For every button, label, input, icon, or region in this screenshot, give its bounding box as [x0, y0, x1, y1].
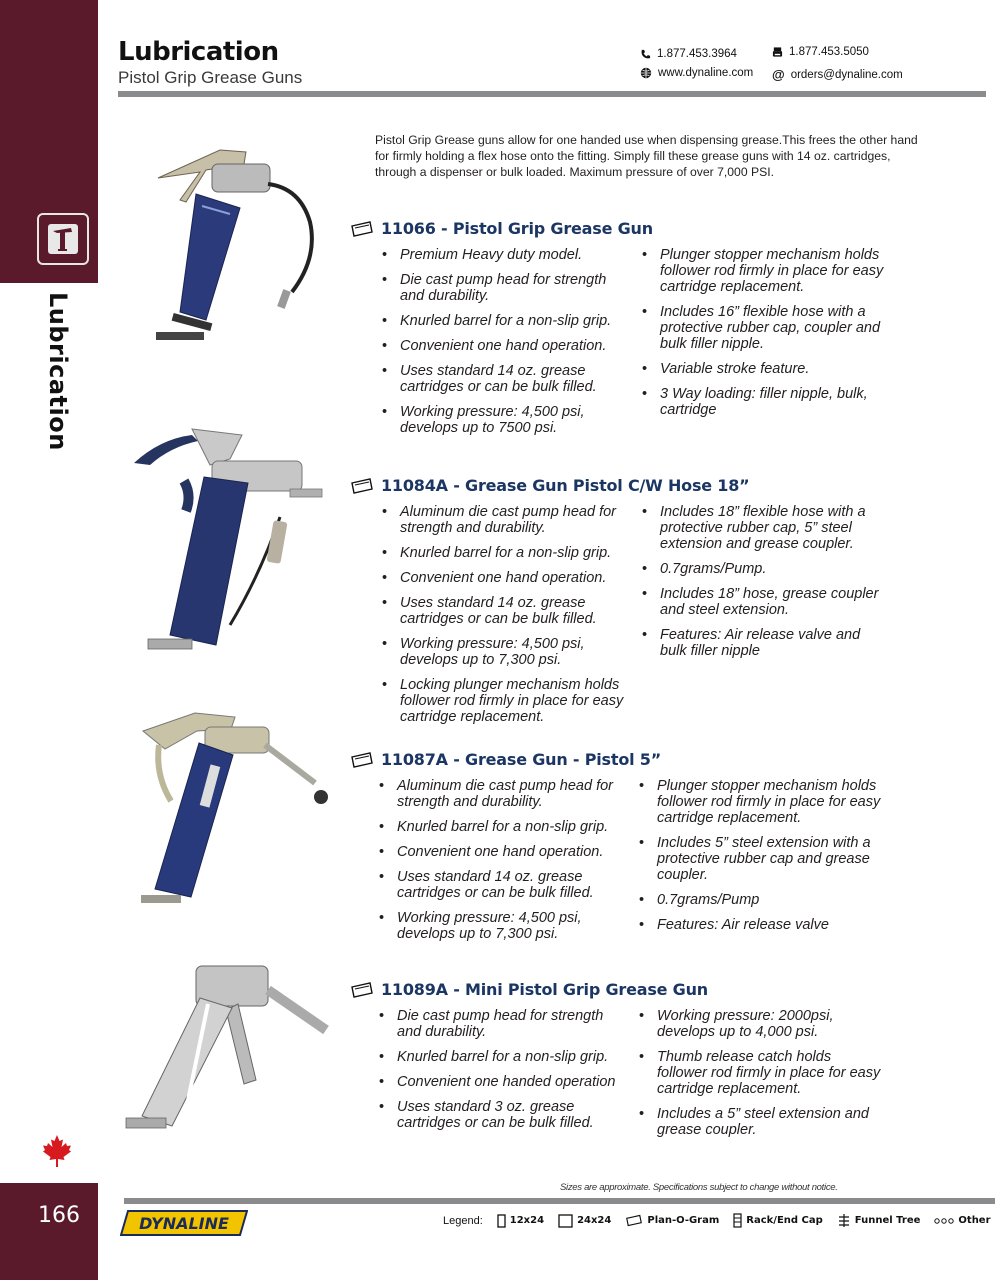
feature-item: • Working pressure: 4,500 psi, develops up to 7,300 psi.: [378, 636, 628, 668]
dynaline-logo: [120, 1210, 248, 1236]
email-contact: [772, 67, 903, 82]
other-dots-icon: [934, 1217, 954, 1225]
globe-icon: [640, 67, 652, 79]
feature-item: • Uses standard 14 oz. grease cartridges or can be bulk filled.: [378, 595, 628, 627]
footer-divider: [124, 1198, 995, 1204]
page-title: Lubrication: [118, 37, 279, 67]
product-title-text: 11066 - Pistol Grip Grease Gun: [381, 219, 653, 238]
product-features-right: [638, 247, 888, 427]
legend-item-24x24: 24x24: [577, 1215, 612, 1226]
product-title-11084A: [350, 476, 749, 495]
feature-item: • 0.7grams/Pump.: [638, 561, 890, 577]
legend-item-rack-end-cap: Rack/End Cap: [746, 1215, 823, 1226]
feature-item: • Includes 18” hose, grease coupler and steel extension.: [638, 586, 890, 618]
legend-item-plan-o-gram: Plan-O-Gram: [647, 1215, 720, 1226]
section-label-vertical: Lubrication: [44, 292, 72, 451]
legend-label: Legend:: [443, 1214, 483, 1227]
legend-item-12x24: 12x24: [509, 1215, 545, 1226]
product-image-11089A: [120, 960, 332, 1140]
product-image-11066: [150, 142, 330, 354]
intro-paragraph: Pistol Grip Grease guns allow for one handed use when dispensing grease.This frees the other hand for firmly holding a flex hose onto the fitting. Simply fill these grease guns with 14 oz. cartridges, through a dispenser or bulk loaded. Maximum pressure of over 7,000 PSI.: [375, 133, 918, 179]
sidebar-band-bottom: [0, 1183, 98, 1280]
feature-item: • Aluminum die cast pump head for strength and durability.: [375, 778, 627, 810]
product-features-left: [378, 504, 628, 734]
product-title-text: 11084A - Grease Gun Pistol C/W Hose 18”: [381, 476, 750, 495]
rack-icon: [733, 1213, 742, 1228]
feature-item: • Knurled barrel for a non-slip grip.: [375, 819, 627, 835]
feature-item: • Convenient one hand operation.: [378, 570, 628, 586]
feature-item: • Features: Air release valve and bulk filler nipple: [638, 627, 890, 659]
plan-o-gram-icon: [350, 751, 374, 769]
website-contact: [640, 67, 753, 79]
feature-item: • Includes 18” flexible hose with a protective rubber cap, 5” steel extension and grease coupler.: [638, 504, 890, 552]
feature-item: • Die cast pump head for strength and durability.: [375, 1008, 627, 1040]
at-sign-icon: @: [772, 67, 785, 82]
page-subtitle: Pistol Grip Grease Guns: [118, 68, 303, 87]
website-link[interactable]: www.dynaline.com: [658, 67, 754, 79]
product-title-11066: [350, 219, 653, 238]
plan-o-gram-icon: [350, 477, 374, 495]
legend-item-funnel-tree: Funnel Tree: [854, 1215, 921, 1226]
product-image-11087A: [135, 705, 340, 910]
product-image-11084A: [130, 425, 335, 660]
feature-item: • Uses standard 14 oz. grease cartridges or can be bulk filled.: [375, 869, 627, 901]
logo-text: DYNALINE: [139, 1214, 229, 1233]
feature-item: • Knurled barrel for a non-slip grip.: [378, 313, 628, 329]
product-features-left: [375, 1008, 627, 1140]
product-features-left: [378, 247, 628, 445]
product-features-left: [375, 778, 627, 951]
feature-item: • 0.7grams/Pump: [635, 892, 885, 908]
feature-item: • Includes a 5” steel extension and grease coupler.: [635, 1106, 885, 1138]
grease-gun-tab-icon: [37, 213, 89, 265]
plan-o-gram-icon: [625, 1214, 643, 1227]
feature-item: • Uses standard 14 oz. grease cartridges or can be bulk filled.: [378, 363, 628, 395]
feature-item: • Includes 16” flexible hose with a protective rubber cap, coupler and bulk filler nipple.: [638, 304, 888, 352]
tall-rectangle-icon: [497, 1214, 506, 1228]
phone-contact: [640, 48, 737, 60]
feature-item: • Premium Heavy duty model.: [378, 247, 628, 263]
product-features-right: [638, 504, 890, 668]
feature-item: • Features: Air release valve: [635, 917, 885, 933]
feature-item: • Working pressure: 4,500 psi, develops up to 7500 psi.: [378, 404, 628, 436]
square-icon: [558, 1214, 573, 1228]
page-number: 166: [38, 1203, 80, 1228]
maple-leaf-icon: [42, 1134, 72, 1168]
product-features-right: [635, 778, 885, 942]
feature-item: • Plunger stopper mechanism holds follower rod firmly in place for easy cartridge replacement.: [638, 247, 888, 295]
product-title-11087A: [350, 750, 661, 769]
product-title-text: 11089A - Mini Pistol Grip Grease Gun: [381, 980, 708, 999]
feature-item: • Plunger stopper mechanism holds follower rod firmly in place for easy cartridge replacement.: [635, 778, 885, 826]
feature-item: • Working pressure: 4,500 psi, develops up to 7,300 psi.: [375, 910, 627, 942]
feature-item: • Aluminum die cast pump head for strength and durability.: [378, 504, 628, 536]
feature-item: • Die cast pump head for strength and durability.: [378, 272, 628, 304]
feature-item: • Uses standard 3 oz. grease cartridges or can be bulk filled.: [375, 1099, 627, 1131]
feature-item: • 3 Way loading: filler nipple, bulk, cartridge: [638, 386, 888, 418]
feature-item: • Knurled barrel for a non-slip grip.: [375, 1049, 627, 1065]
product-features-right: [635, 1008, 885, 1147]
feature-item: • Convenient one hand operation.: [378, 338, 628, 354]
product-title-11089A: [350, 980, 708, 999]
disclaimer-note: Sizes are approximate. Specifications subject to change without notice.: [560, 1182, 838, 1193]
legend: [443, 1213, 991, 1228]
plan-o-gram-icon: [350, 981, 374, 999]
fax-contact: [772, 46, 869, 58]
funnel-tree-icon: [837, 1213, 851, 1228]
email-link[interactable]: orders@dynaline.com: [790, 68, 903, 81]
feature-item: • Variable stroke feature.: [638, 361, 888, 377]
feature-item: • Convenient one handed operation: [375, 1074, 627, 1090]
fax-number[interactable]: 1.877.453.5050: [789, 46, 869, 58]
fax-icon: [772, 46, 783, 58]
feature-item: • Convenient one hand operation.: [375, 844, 627, 860]
feature-item: • Thumb release catch holds follower rod firmly in place for easy cartridge replacement.: [635, 1049, 885, 1097]
feature-item: • Locking plunger mechanism holds follower rod firmly in place for easy cartridge replacement.: [378, 677, 628, 725]
phone-number[interactable]: 1.877.453.3964: [657, 48, 737, 60]
feature-item: • Working pressure: 2000psi, develops up to 4,000 psi.: [635, 1008, 885, 1040]
feature-item: • Includes 5” steel extension with a protective rubber cap and grease coupler.: [635, 835, 885, 883]
product-title-text: 11087A - Grease Gun - Pistol 5”: [381, 750, 662, 769]
feature-item: • Knurled barrel for a non-slip grip.: [378, 545, 628, 561]
phone-icon: [640, 49, 651, 60]
header-divider: [118, 91, 986, 97]
plan-o-gram-icon: [350, 220, 374, 238]
legend-item-other: Other: [958, 1215, 991, 1226]
